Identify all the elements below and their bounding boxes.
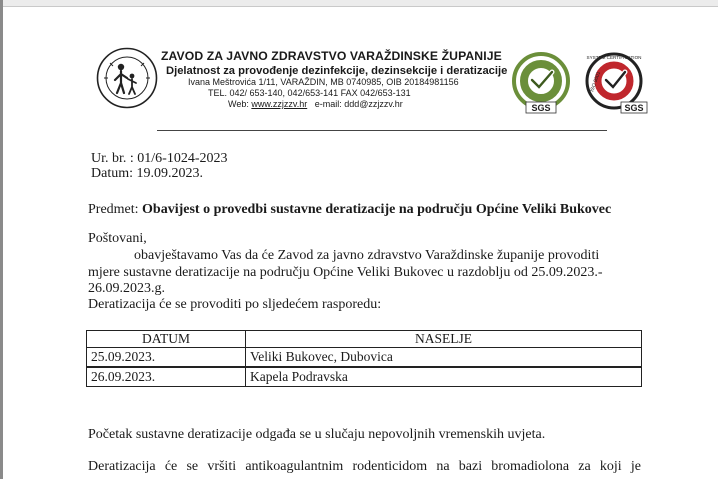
org-activity: Djelatnost za provođenje dezinfekcije, dezinsekcije i deratizacije [166, 65, 508, 77]
org-web-email [228, 99, 403, 109]
org-phones: TEL. 042/ 653-140, 042/653-141 FAX 042/653-131 [208, 88, 411, 98]
schedule-header-row [87, 331, 642, 348]
institute-seal-logo [96, 47, 158, 109]
schedule-intro: Deratizacija će se provoditi po sljedećem rasporedu: [88, 297, 382, 312]
para1-line1: obavještavamo Vas da će Zavod za javno zdravstvo Varaždinske županije provoditi [134, 248, 600, 263]
col-place-header: NASELJE [246, 331, 642, 348]
email-link[interactable]: ddd@zzjzzv.hr [344, 99, 403, 109]
para1-line2: mjere sustavne deratizacije na području Općine Veliki Bukovec u razdoblju od 25.09.2023.- [88, 265, 603, 280]
table-row [87, 348, 642, 368]
org-address: Ivana Meštrovića 1/11, VARAŽDIN, MB 0740985, OIB 20184981156 [188, 77, 459, 87]
web-label: Web: [228, 99, 249, 109]
row-place: Veliki Bukovec, Dubovica [246, 348, 642, 368]
schedule-table [86, 330, 642, 387]
window-left-edge [0, 0, 3, 479]
web-link[interactable]: www.zzjzzv.hr [251, 99, 308, 109]
reference-number: Ur. br. : 01/6-1024-2023 [91, 151, 228, 166]
window-top-edge [0, 0, 718, 7]
document-date: Datum: 19.09.2023. [91, 166, 203, 181]
postpone-note: Početak sustavne deratizacije odgađa se u slučaju nepovoljnih vremenskih uvjeta. [88, 427, 546, 442]
sgs-iso-cert-green-icon [508, 50, 574, 116]
cert-brand-2: SGS [624, 103, 644, 113]
sgs-iso-cert-red-icon [583, 50, 649, 116]
subject-label: Predmet: [88, 202, 139, 217]
method-line: Deratizacija će se vršiti antikoagulantnim rodenticidom na bazi bromadiolona za koji je [88, 459, 641, 474]
org-name: ZAVOD ZA JAVNO ZDRAVSTVO VARAŽDINSKE ŽUPANIJE [161, 49, 502, 63]
header-divider [157, 130, 607, 131]
row-place: Kapela Podravska [246, 367, 642, 387]
table-row [87, 367, 642, 387]
para1-line3: 26.09.2023.g. [88, 281, 165, 296]
col-date-header: DATUM [87, 331, 246, 348]
subject-text: Obavijest o provedbi sustavne deratizacije na području Općine Veliki Bukovec [142, 202, 612, 217]
cert-top-text: SYSTEM CERTIFICATION [586, 55, 642, 60]
email-label: e-mail: [314, 99, 342, 109]
cert-iso-text: ISO 9001 [589, 70, 603, 93]
subject-line [88, 202, 611, 218]
row-date: 26.09.2023. [87, 367, 246, 387]
cert-brand-1: SGS [531, 103, 551, 113]
greeting: Poštovani, [88, 231, 147, 246]
row-date: 25.09.2023. [87, 348, 246, 368]
